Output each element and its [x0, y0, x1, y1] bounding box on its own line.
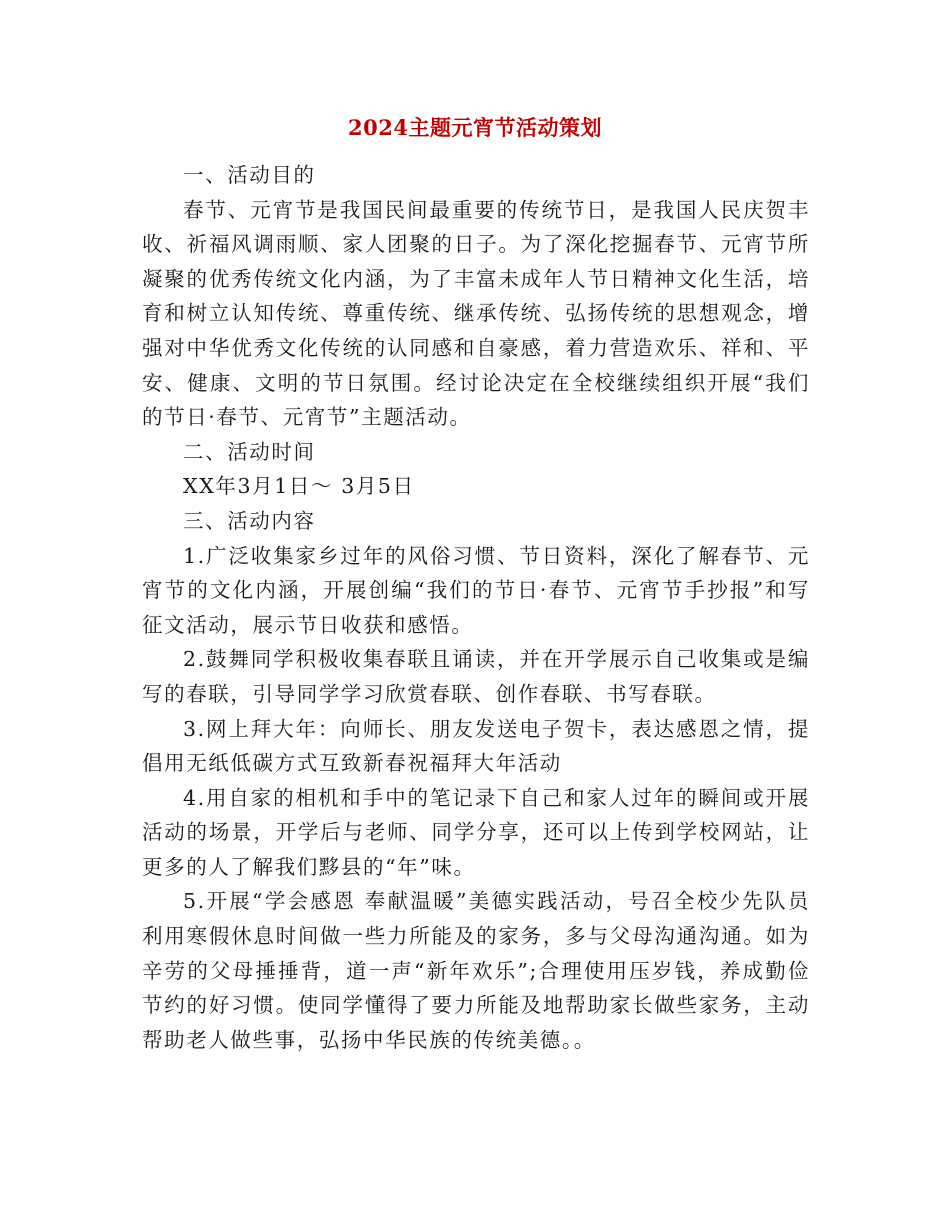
list-item-2: 2.鼓舞同学积极收集春联且诵读，并在开学展示自己收集或是编写的春联，引导同学学习欣赏春联、创作春联、书写春联。	[142, 647, 810, 706]
list-item-4: 4.用自家的相机和手中的笔记录下自己和家人过年的瞬间或开展活动的场景，开学后与老师、同学分享，还可以上传到学校网站，让更多的人了解我们黟县的“年”味。	[142, 785, 810, 879]
section-heading-content: 三、活动内容	[183, 508, 316, 533]
document-title: 2024主题元宵节活动策划	[348, 115, 602, 140]
document-body	[142, 158, 810, 1057]
list-item-3: 3.网上拜大年：向师长、朋友发送电子贺卡，表达感恩之情，提倡用无纸低碳方式互致新春祝福拜大年活动	[142, 716, 810, 776]
paragraph-time: XX年3月1日～ 3月5日	[183, 474, 415, 499]
list-item-1: 1.广泛收集家乡过年的风俗习惯、节日资料，深化了解春节、元宵节的文化内涵，开展创编“我们的节日·春节、元宵节手抄报”和写征文活动，展示节日收获和感悟。	[142, 543, 810, 637]
paragraph-purpose: 春节、元宵节是我国民间最重要的传统节日，是我国人民庆贺丰收、祈福风调雨顺、家人团聚的日子。为了深化挖掘春节、元宵节所凝聚的优秀传统文化内涵，为了丰富未成年人节日精神文化生活，培育和树立认知传统、尊重传统、继承传统、弘扬传统的思想观念，增强对中华优秀文化传统的认同感和自豪感，着力营造欢乐、祥和、平安、健康、文明的节日氛围。经讨论决定在全校继续组织开展“我们的节日·春节、元宵节”主题活动。	[142, 197, 810, 430]
section-heading-time: 二、活动时间	[183, 439, 316, 464]
section-heading-purpose: 一、活动目的	[183, 163, 316, 187]
list-item-5: 5.开展“学会感恩 奉献温暖”美德实践活动，号召全校少先队员利用寒假休息时间做一些力所能及的家务，多与父母沟通沟通。如为辛劳的父母捶捶背，道一声“新年欢乐”;合理使用压岁钱，养成勤俭节约的好习惯。使同学懂得了要力所能及地帮助家长做些家务，主动帮助老人做些事，弘扬中华民族的传统美德。。	[142, 889, 810, 1052]
